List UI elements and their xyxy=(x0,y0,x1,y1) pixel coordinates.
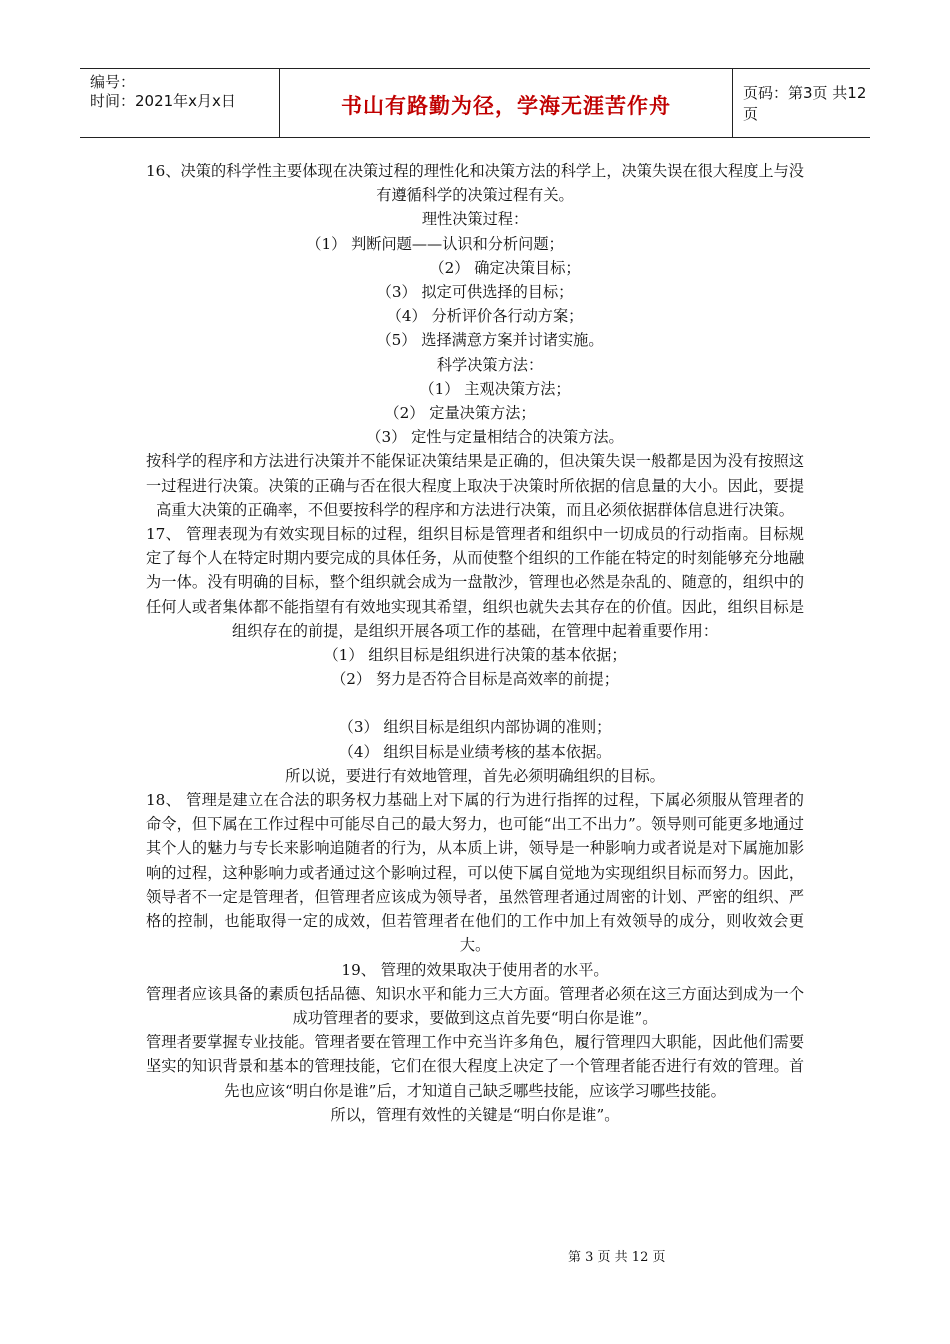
paragraph-19d: 所以，管理有效性的关键是“明白你是谁”。 xyxy=(330,1105,620,1124)
motto: 书山有路勤为径，学海无涯苦作舟 xyxy=(280,69,733,137)
list-item: （1） 组织目标是组织进行决策的基本依据； xyxy=(323,646,627,665)
list-item: （3） 拟定可供选择的目标； xyxy=(376,283,574,302)
paragraph-17b: 所以说，要进行有效地管理，首先必须明确组织的目标。 xyxy=(285,766,665,785)
paragraph-18: 18、 管理是建立在合法的职务权力基础上对下属的行为进行指挥的过程，下属必须服从管理者的命令，但下属在工作过程中可能尽自己的最大努力，也可能“出工不出力”。领导则可能更多地通过其个人的魅力与专长来影响追随者的行为，从本质上讲，领导是一种影响力或者说是对下属施加影响的过程，这种影响力或者通过这个影响过程，可以使下属自觉地为实现组织目标而努力。因此，领导者不一定是管理者，但管理者应该成为领导者，虽然管理者通过周密的计划、严密的组织、严格的控制，也能取得一定的成效，但若管理者在他们的工作中加上有效领导的成分，则收效会更大。 xyxy=(146,791,804,955)
list-item: （4） 组织目标是业绩考核的基本依据。 xyxy=(338,742,612,761)
list-item: （4） 分析评价各行动方案； xyxy=(386,307,584,326)
blank-line xyxy=(146,691,804,715)
paragraph-19: 19、 管理的效果取决于使用者的水平。 xyxy=(341,960,609,979)
paragraph-19c: 管理者要掌握专业技能。管理者要在管理工作中充当许多角色，履行管理四大职能，因此他们需要坚实的知识背景和基本的管理技能，它们在很大程度上决定了一个管理者能否进行有效的管理。首先也应该“明白你是谁”后，才知道自己缺乏哪些技能，应该学习哪些技能。 xyxy=(146,1033,804,1100)
list-item: （3） 定性与定量相结合的决策方法。 xyxy=(366,428,624,447)
paragraph-16: 16、决策的科学性主要体现在决策过程的理性化和决策方法的科学上，决策失误在很大程度上与没有遵循科学的决策过程有关。 xyxy=(146,162,804,205)
header-table xyxy=(80,68,870,138)
list-item: （5） 选择满意方案并讨诸实施。 xyxy=(376,331,604,350)
list-item: （2） 定量决策方法； xyxy=(384,404,536,423)
list-item: （2） 努力是否符合目标是高效率的前提； xyxy=(331,670,619,689)
list-item: （1） 主观决策方法； xyxy=(419,379,571,398)
paragraph-16b: 按科学的程序和方法进行决策并不能保证决策结果是正确的，但决策失误一般都是因为没有按照这一过程进行决策。决策的正确与否在很大程度上取决于决策时所依据的信息量的大小。因此，要提高重大决策的正确率，不但要按科学的程序和方法进行决策，而且必须依据群体信息进行决策。 xyxy=(146,452,804,519)
paragraph-19b: 管理者应该具备的素质包括品德、知识水平和能力三大方面。管理者必须在这三方面达到成为一个成功管理者的要求，要做到这点首先要“明白你是谁”。 xyxy=(146,984,804,1027)
number-label: 编号： xyxy=(90,73,136,91)
date-label: 时间：2021年x月x日 xyxy=(90,92,236,110)
scientific-method-title: 科学决策方法： xyxy=(436,355,544,374)
page-label: 页码：第3页 共12页 xyxy=(743,84,867,123)
list-item: （1） 判断问题——认识和分析问题； xyxy=(306,234,564,253)
paragraph-17: 17、 管理表现为有效实现目标的过程，组织目标是管理者和组织中一切成员的行动指南。目标规定了每个人在特定时期内要完成的具体任务，从而使整个组织的工作能在特定的时刻能够充分地融为一体。没有明确的目标，整个组织就会成为一盘散沙，管理也必然是杂乱的、随意的，组织中的任何人或者集体都不能指望有有效地实现其希望，组织也就失去其存在的价值。因此，组织目标是组织存在的前提，是组织开展各项工作的基础，在管理中起着重要作用： xyxy=(146,525,804,640)
list-item: （3） 组织目标是组织内部协调的准则； xyxy=(338,718,612,737)
footer-page-number: 第 3 页 共 12 页 xyxy=(568,1250,666,1265)
rational-process-title: 理性决策过程： xyxy=(421,210,529,229)
document-body xyxy=(146,159,804,1127)
list-item: （2） 确定决策目标； xyxy=(429,258,581,277)
header-meta xyxy=(80,69,280,137)
